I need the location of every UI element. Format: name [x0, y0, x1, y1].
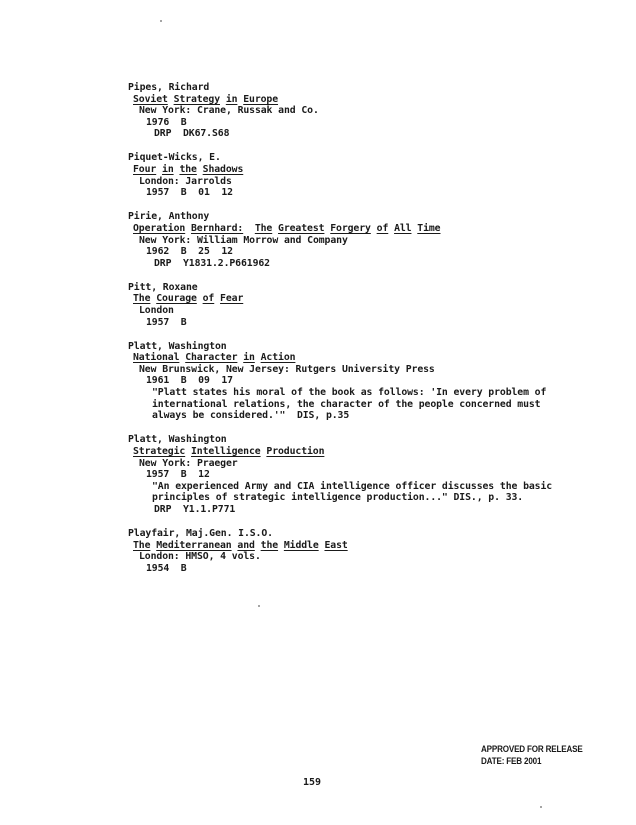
entry-title: [128, 164, 598, 176]
entry-title-word: Middle: [283, 539, 319, 551]
entry-detail-line: New York: Praeger: [139, 457, 238, 469]
entry-detail-line: DRP DK67.S68: [154, 128, 230, 140]
bibliography-entry: [128, 434, 598, 515]
bibliography-entry: [128, 211, 598, 269]
entry-title-word: Character: [185, 352, 238, 364]
entry-detail-line: always be considered.'" DIS, p.35: [152, 410, 350, 422]
entry-title-word: Courage: [156, 293, 197, 305]
entry-detail-line: principles of strategic intelligence production..." DIS., p. 33.: [152, 492, 524, 504]
entry-title-word: Strategic: [133, 445, 186, 457]
release-stamp-line-2: DATE: FEB 2001: [481, 756, 542, 767]
entry-title-word: Mediterranean: [156, 539, 232, 551]
entry-detail-line: "Platt states his moral of the book as follows: 'In every problem of: [152, 387, 547, 399]
entry-detail-line: 1976 B: [146, 116, 187, 128]
entry-title-word: Four: [133, 164, 157, 176]
entry-detail-line: New York: Crane, Russak and Co.: [139, 105, 319, 117]
entry-title-word: Time: [417, 222, 441, 234]
entry-detail-line: DRP Y1831.2.P661962: [154, 257, 270, 269]
bibliography-entry: [128, 341, 598, 422]
bibliography-entry: [128, 82, 598, 140]
release-stamp: [481, 744, 583, 768]
entry-title-word: All: [394, 222, 412, 234]
entry-title-word: Soviet: [133, 93, 168, 105]
entry-title-word: Europe: [243, 93, 279, 105]
entry-title-word: in: [225, 93, 238, 105]
entry-title-word: The: [133, 539, 151, 551]
bibliography-entry: [128, 528, 598, 574]
entry-title-word: of: [376, 222, 389, 234]
entry-title-word: the: [179, 164, 197, 176]
entry-title: [128, 223, 598, 235]
entry-detail-line: 1957 B 12: [146, 469, 210, 481]
entry-title-word: Intelligence: [191, 445, 261, 457]
scan-speck: [540, 806, 542, 808]
entry-title-word: Forgery: [330, 222, 371, 234]
entry-author: Piquet-Wicks, E.: [128, 152, 221, 164]
entry-title-word: in: [243, 352, 255, 364]
entry-detail-line: 1962 B 25 12: [146, 246, 233, 258]
entry-author: Playfair, Maj.Gen. I.S.O.: [128, 528, 273, 539]
entry-author: Pirie, Anthony: [128, 211, 210, 223]
bibliography-entry: [128, 282, 598, 328]
entry-title-word: The: [254, 222, 273, 234]
entry-title-word: Bernhard:: [191, 222, 244, 234]
scan-speck: [258, 605, 260, 607]
release-stamp-line-1: APPROVED FOR RELEASE: [481, 744, 583, 755]
page-number: 159: [303, 777, 322, 788]
entry-title-word: Shadows: [202, 164, 244, 176]
entry-title-word: Fear: [220, 293, 244, 305]
entry-title-word: Action: [260, 352, 296, 364]
entry-author: Platt, Washington: [128, 340, 227, 352]
entry-detail-line: London: HMSO, 4 vols.: [139, 551, 261, 563]
entry-title: [128, 540, 598, 552]
bibliography-list: [128, 82, 598, 587]
entry-title-word: National: [133, 352, 180, 364]
entry-author: Platt, Washington: [128, 434, 227, 446]
entry-detail-line: 1961 B 09 17: [146, 375, 233, 387]
entry-title: [128, 446, 598, 458]
entry-detail-line: 1957 B 01 12: [146, 187, 233, 199]
bibliography-entry: [128, 152, 598, 198]
entry-title-word: Production: [266, 445, 325, 457]
entry-detail-line: "An experienced Army and CIA intelligence officer discusses the basic: [152, 480, 553, 492]
entry-detail-line: 1957 B: [146, 316, 187, 328]
entry-title-word: and: [237, 539, 255, 551]
entry-title-word: the: [260, 539, 279, 551]
entry-detail-line: London: Jarrolds: [139, 175, 232, 187]
entry-author: Pipes, Richard: [128, 82, 210, 93]
entry-detail-line: DRP Y1.1.P771: [154, 503, 236, 515]
entry-title-word: Operation: [133, 222, 186, 234]
entry-detail-line: 1954 B: [146, 562, 187, 574]
entry-author: Pitt, Roxane: [128, 281, 198, 293]
entry-title-word: Strategy: [173, 93, 220, 105]
entry-title-word: Greatest: [278, 222, 325, 234]
entry-title-word: East: [324, 539, 348, 551]
entry-title-word: in: [162, 164, 174, 176]
entry-title-word: The: [133, 293, 151, 305]
entry-title: [128, 293, 598, 305]
entry-detail-line: international relations, the character of the people concerned must: [152, 398, 541, 410]
entry-detail-line: London: [139, 305, 174, 316]
entry-detail-line: New Brunswick, New Jersey: Rutgers University Press: [139, 363, 435, 375]
scan-speck: [160, 20, 162, 22]
entry-detail-line: New York: William Morrow and Company: [139, 234, 348, 246]
entry-title: [128, 352, 598, 364]
entry-title-word: of: [202, 293, 215, 305]
entry-title: [128, 94, 598, 106]
